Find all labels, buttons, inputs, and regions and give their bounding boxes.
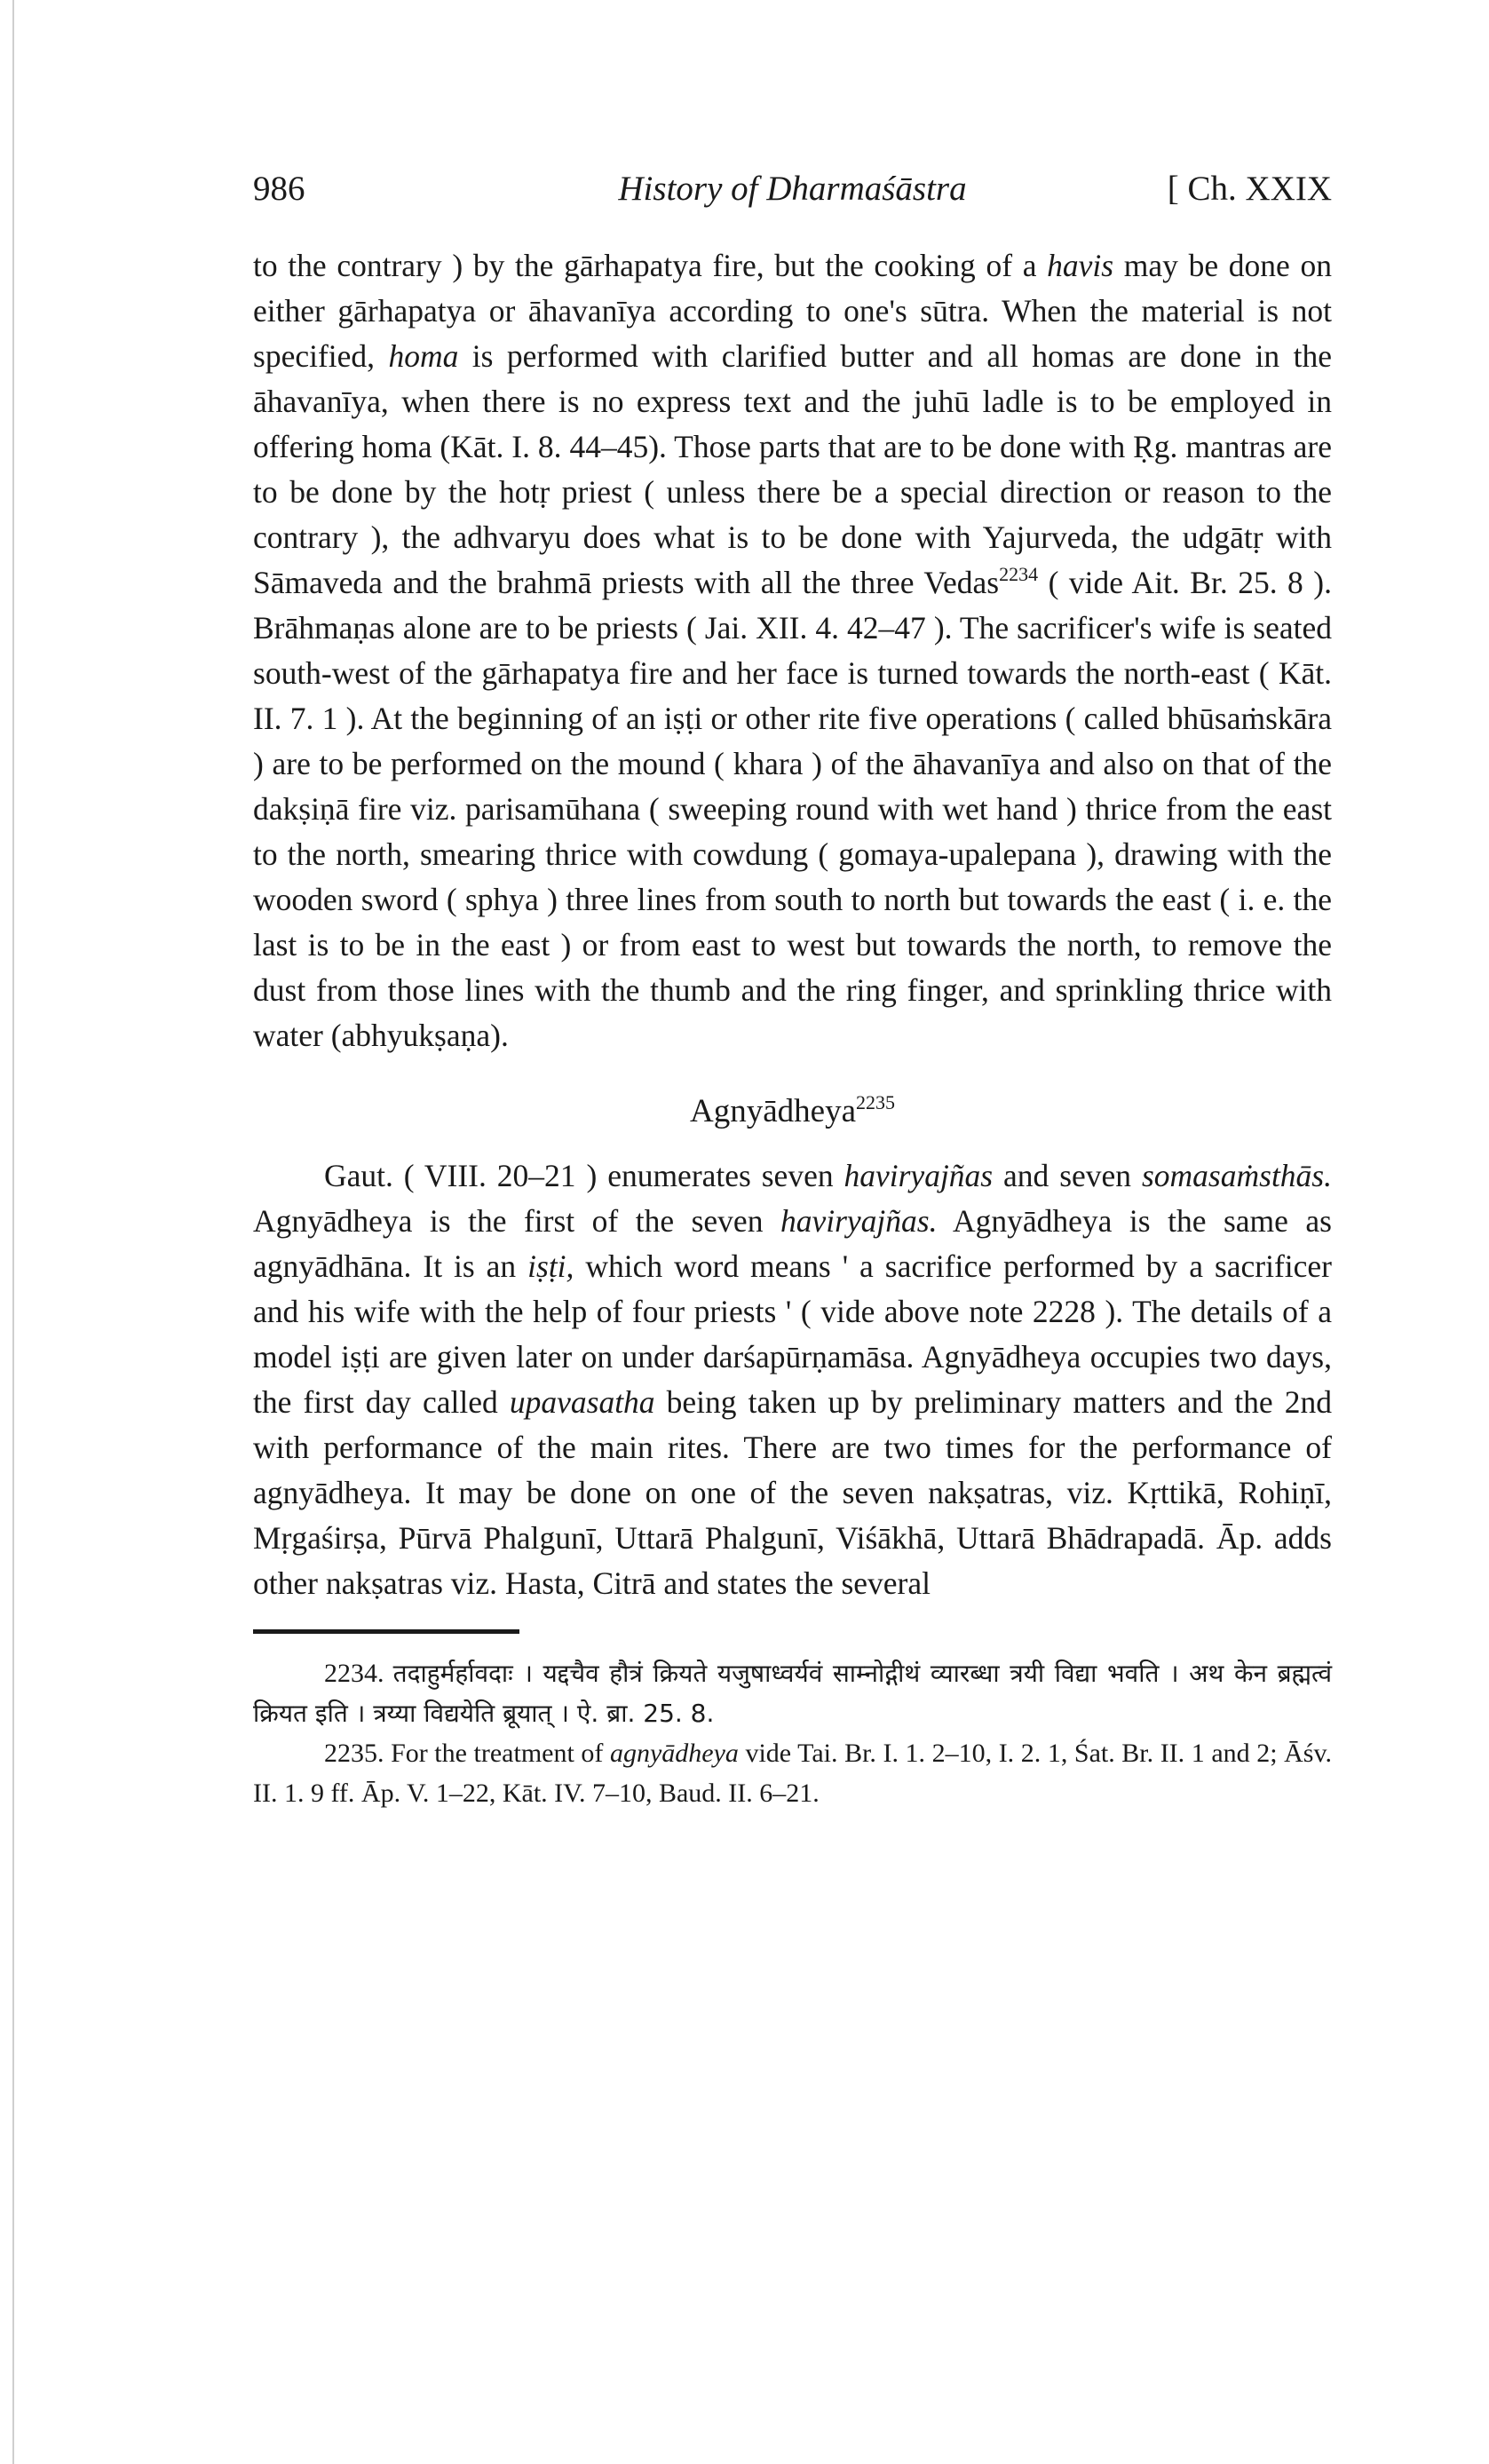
footnote-2235 xyxy=(253,1733,1332,1813)
footnote-number: 2234. xyxy=(324,1659,384,1688)
text-run: Agnyādheya is the same as agnyādhāna. It is an xyxy=(253,1203,1332,1284)
term-upavasatha: upavasatha xyxy=(509,1384,655,1420)
term-somasamsthas: somasaṁsthās. xyxy=(1141,1158,1332,1193)
footnote-ref-2234: 2234 xyxy=(999,563,1039,585)
text-run: may be done on either gārhapatya or āhavanīya according to one's sūtra. When the material is not specified, xyxy=(253,248,1332,374)
text-run: Gaut. ( VIII. 20–21 ) enumerates seven xyxy=(324,1158,844,1193)
footnote-2234 xyxy=(253,1653,1332,1733)
footnotes xyxy=(253,1653,1332,1813)
book-page xyxy=(253,169,1332,1813)
footnote-number: 2235. xyxy=(324,1739,384,1768)
text-run: being taken up by preliminary matters and the 2nd with performance of the main rites. There are two times for the performance of agnyādheya. It may be done on one of the seven nakṣatras, viz. Kṛttikā, Rohiṇī, Mṛgaśirṣa, Pūrvā Phalgunī, Uttarā Phalgunī, Viśākhā, Uttarā Bhādrapadā. Āp. adds other nakṣatras viz. Hasta, Citrā and states the several xyxy=(253,1384,1332,1601)
text-run: which word means ' a sacrifice performed by a sacrificer and his wife with the help of four priests ' ( vide above note 2228 ). The details of a model iṣṭi are given later on under darśapūrṇamāsa. Agnyādheya occupies two days, the first day called xyxy=(253,1248,1332,1420)
text-run: and seven xyxy=(993,1158,1142,1193)
heading-text: Agnyādheya xyxy=(690,1093,856,1129)
footnote-divider xyxy=(253,1629,519,1634)
term-isti: iṣṭi, xyxy=(527,1248,574,1284)
page-edge-line xyxy=(12,0,14,2464)
body-text xyxy=(253,243,1332,1606)
section-heading xyxy=(253,1089,1332,1134)
paragraph-1 xyxy=(253,243,1332,1058)
text-run: vide Tai. Br. I. 1. 2–10, I. 2. 1, Śat. Br. II. 1 and 2; Āśv. II. 1. 9 ff. Āp. V. 1–22, Kāt. IV. 7–10, Baud. II. 6–21. xyxy=(253,1739,1332,1808)
term-havis: havis xyxy=(1047,248,1114,283)
text-run: is performed with clarified butter and all homas are done in the āhavanīya, when there is no express text and the juhū ladle is to be employed in offering homa (Kāt. I. 8. 44–45). Those parts that are to be done with Ṛg. mantras are to be done by the hotṛ priest ( unless there be a special direction or reason to the contrary ), the adhvaryu does what is to be done with Yajurveda, the udgātṛ with Sāmaveda and the brahmā priests with all the three Vedas xyxy=(253,338,1332,600)
chapter-label: [ Ch. XXIX xyxy=(1167,170,1332,208)
text-run: For the treatment of xyxy=(384,1739,610,1768)
term-homa: homa xyxy=(388,338,459,374)
text-run: ( vide Ait. Br. 25. 8 ). Brāhmaṇas alone are to be priests ( Jai. XII. 4. 42–47 ). The sacrificer's wife is seated south-west of the gārhapatya fire and her face is turned towards the north-east ( Kāt. II. 7. 1 ). At the beginning of an iṣṭi or other rite five operations ( called bhūsaṁskāra ) are to be performed on the mound ( khara ) of the āhavanīya and also on that of the dakṣiṇā fire viz. parisamūhana ( sweeping round with wet hand ) thrice from the east to the north, smearing thrice with cowdung ( gomaya-upalepana ), drawing with the wooden sword ( sphya ) three lines from south to north but towards the east ( i. e. the last is to be in the east ) or from east to west but towards the north, to remove the dust from those lines with the thumb and the ring finger, and sprinkling thrice with water (abhyukṣaṇa). xyxy=(253,565,1332,1053)
term-haviryajnas: haviryajñas xyxy=(844,1158,994,1193)
page-number: 986 xyxy=(253,170,305,208)
running-title: History of Dharmaśāstra xyxy=(618,170,967,208)
text-run: to the contrary ) by the gārhapatya fire, but the cooking of a xyxy=(253,248,1048,283)
paragraph-2 xyxy=(253,1153,1332,1606)
running-header xyxy=(253,169,1332,218)
term-agnyadheya: agnyādheya xyxy=(609,1739,739,1768)
footnote-sanskrit-text: तदाहुर्मर्हावदाः । यद्दचैव हौत्रं क्रियते यजुषाध्वर्यवं साम्नोद्गीथं व्यारब्धा त्रयी विद्या भवति । अथ केन ब्रह्मत्वं क्रियत इति । त्रय्या विद्ययेति ब्रूयात् । ऐ. ब्रा. 25. 8. xyxy=(253,1659,1333,1728)
footnote-ref-2235: 2235 xyxy=(856,1091,895,1113)
text-run: Agnyādheya is the first of the seven xyxy=(253,1203,780,1239)
term-haviryajnas: haviryajñas. xyxy=(780,1203,938,1239)
